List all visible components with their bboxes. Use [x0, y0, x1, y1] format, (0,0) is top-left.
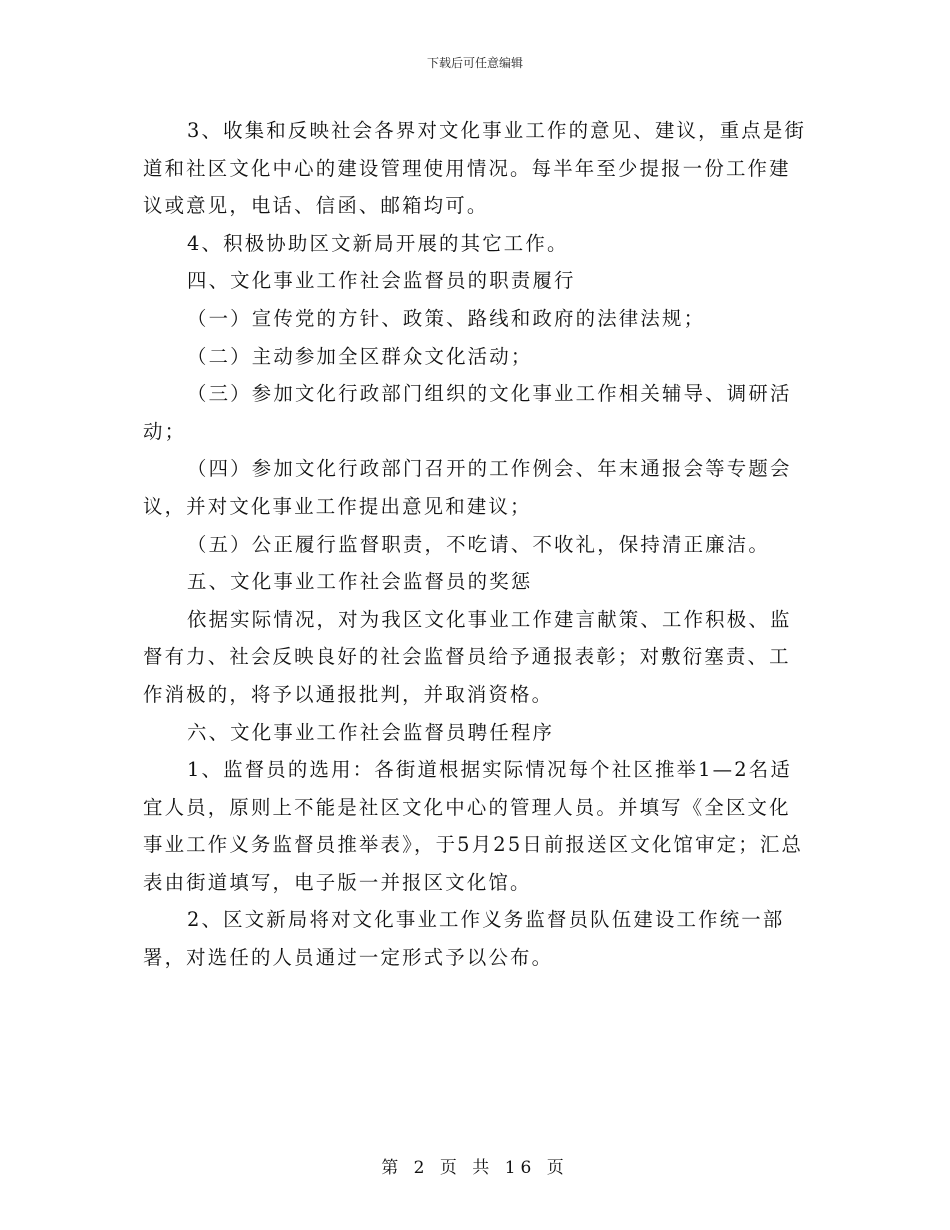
procedure-item-2: 2、区文新局将对文化事业工作义务监督员队伍建设工作统一部署，对选任的人员通过一定形式予以公布。: [143, 908, 785, 970]
page-footer: 第 2 页 共 16 页: [381, 1158, 569, 1178]
reward-paragraph: 依据实际情况，对为我区文化事业工作建言献策、工作积极、监督有力、社会反映良好的社会监督员给予通报表彰；对敷衍塞责、工作消极的，将予以通报批判，并取消资格。: [143, 607, 792, 706]
page-header: 下载后可任意编辑: [426, 56, 523, 70]
duty-item-4: （四）参加文化行政部门召开的工作例会、年末通报会等专题会议，并对文化事业工作提出意见和建议；: [143, 457, 792, 518]
paragraph-item-3: 3、收集和反映社会各界对文化事业工作的意见、建议，重点是街道和社区文化中心的建设管理使用情况。每半年至少提报一份工作建议或意见，电话、信函、邮箱均可。: [143, 119, 807, 218]
duty-item-1: （一）宣传党的方针、政策、路线和政府的法律法规；: [187, 306, 706, 330]
procedure-item-1: 1、监督员的选用：各街道根据实际情况每个社区推举1—2名适宜人员，原则上不能是社区文化中心的管理人员。并填写《全区文化事业工作义务监督员推举表》，于5月25日前报送区文化馆审定；汇总表由街道填写，电子版一并报区文化馆。: [143, 758, 804, 894]
duty-item-2: （二）主动参加全区群众文化活动；: [187, 344, 533, 368]
section-heading-6: 六、文化事业工作社会监督员聘任程序: [187, 720, 555, 744]
paragraph-item-4: 4、积极协助区文新局开展的其它工作。: [187, 231, 569, 255]
document-body: [143, 112, 807, 977]
duty-item-3: （三）参加文化行政部门组织的文化事业工作相关辅导、调研活动；: [143, 382, 792, 443]
duty-item-5: （五）公正履行监督职责，不吃请、不收礼，保持清正廉洁。: [187, 532, 770, 556]
section-heading-5: 五、文化事业工作社会监督员的奖惩: [187, 570, 533, 594]
section-heading-4: 四、文化事业工作社会监督员的职责履行: [187, 269, 576, 293]
